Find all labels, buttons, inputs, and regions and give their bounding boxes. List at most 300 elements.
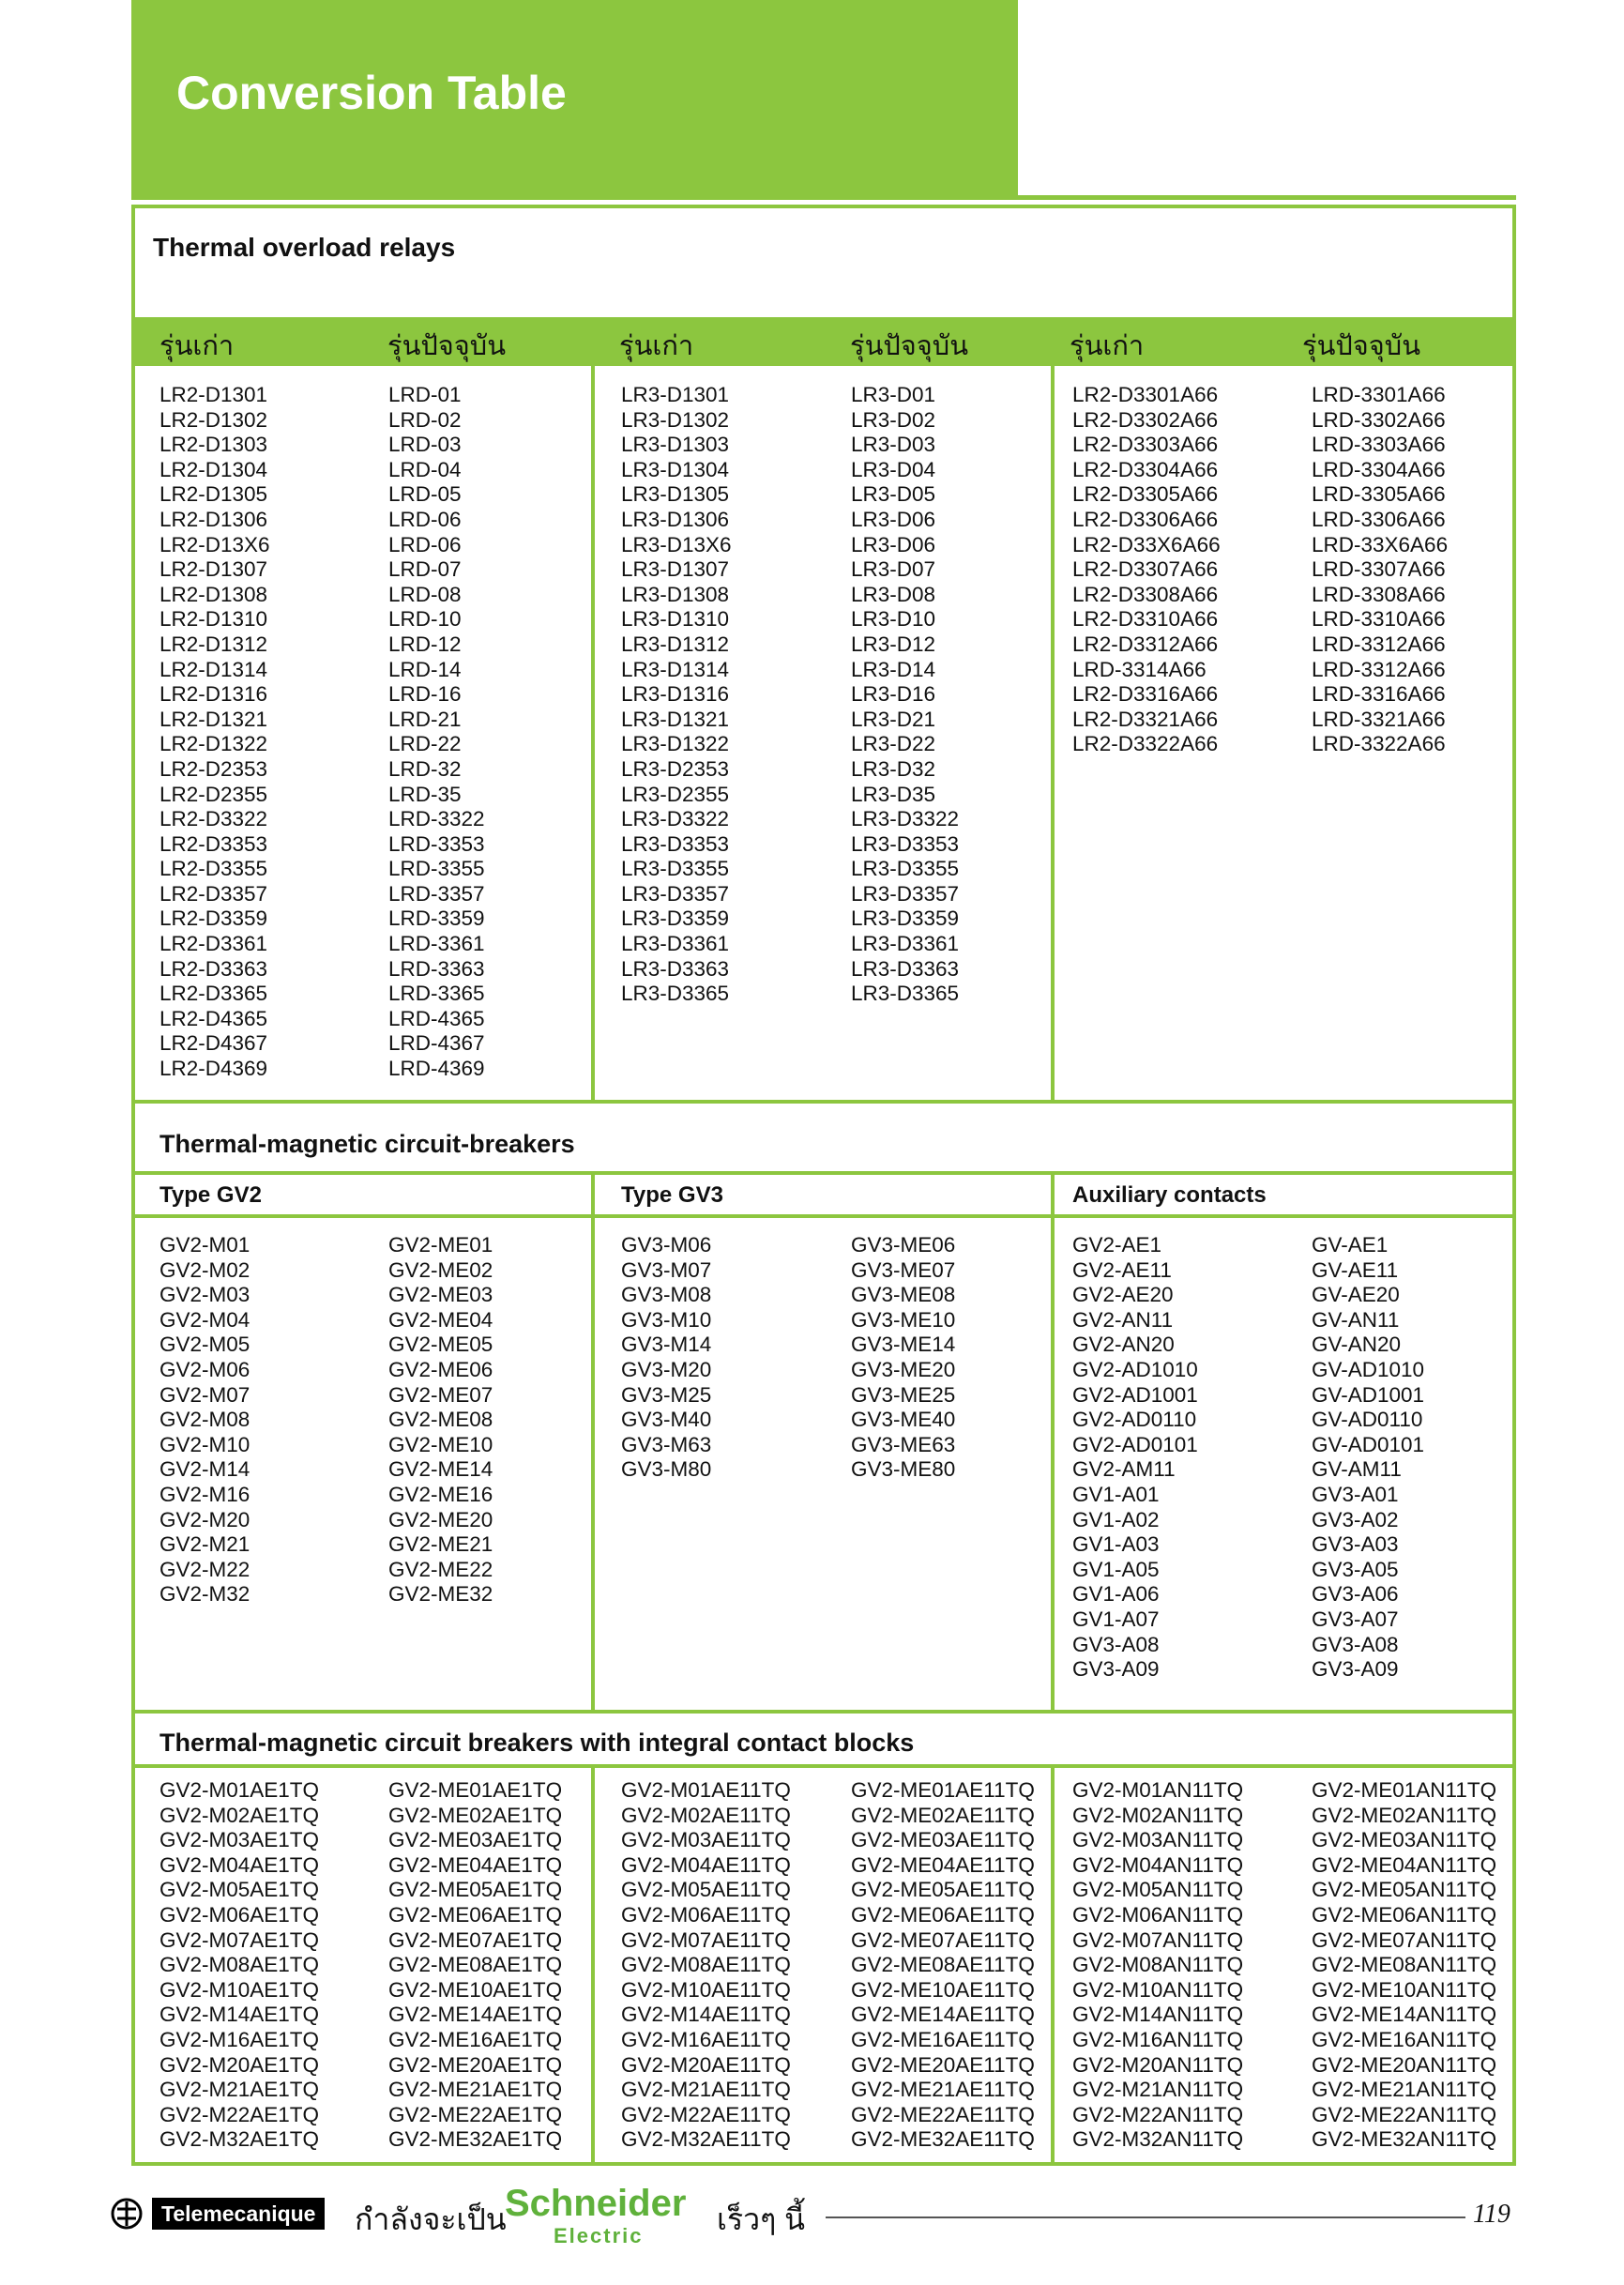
model-number: LR3-D3357 — [621, 881, 730, 906]
model-number: GV2-M16AE11TQ — [621, 2027, 791, 2051]
model-number: LR3-D3357 — [851, 881, 960, 906]
model-number: LR2-D3310A66 — [1072, 607, 1219, 632]
model-number: GV2-M21AN11TQ — [1072, 2078, 1244, 2102]
model-number: GV3-A01 — [1312, 1482, 1399, 1506]
model-number: LR3-D3322 — [851, 807, 960, 831]
model-number: GV3-A06 — [1312, 1582, 1399, 1607]
model-number: GV2-ME10AN11TQ — [1312, 1977, 1497, 2002]
model-number: LR3-D3363 — [621, 956, 730, 981]
model-number: GV3-ME25 — [851, 1382, 956, 1407]
model-number: LRD-3321A66 — [1312, 707, 1446, 731]
model-number: GV2-M21 — [159, 1532, 250, 1557]
model-number: LRD-3355 — [388, 857, 485, 881]
model-number: GV3-M07 — [621, 1257, 712, 1282]
model-number: GV3-A09 — [1312, 1657, 1399, 1682]
model-number: GV2-M07AN11TQ — [1072, 1927, 1244, 1952]
model-number: GV3-ME80 — [851, 1457, 956, 1482]
model-number: GV2-M03AN11TQ — [1072, 1828, 1244, 1852]
model-number: GV2-ME05 — [388, 1333, 493, 1357]
integral-list — [851, 1778, 1035, 2153]
model-number: GV2-AE1 — [1072, 1233, 1162, 1257]
model-number: LRD-05 — [388, 482, 462, 507]
model-number: GV2-ME16AE11TQ — [851, 2027, 1035, 2051]
column-divider — [1051, 1766, 1055, 2164]
model-number: LR2-D4369 — [159, 1057, 268, 1081]
model-number: GV2-M14AE1TQ — [159, 2003, 320, 2027]
thermal-relays-title: Thermal overload relays — [153, 233, 456, 262]
old-model-header-1: รุ่นเก่า — [159, 331, 235, 361]
model-number: GV2-ME03 — [388, 1283, 493, 1307]
model-number: LR2-D1302 — [159, 407, 268, 432]
model-number: GV2-M16AN11TQ — [1072, 2027, 1244, 2051]
model-number: GV2-M04AE11TQ — [621, 1852, 791, 1877]
model-number: GV2-AD0110 — [1072, 1408, 1197, 1432]
model-number: LR2-D1306 — [159, 507, 268, 531]
section-divider — [131, 1214, 1516, 1218]
model-number: LRD-01 — [388, 383, 462, 406]
old-model-header-2: รุ่นเก่า — [619, 331, 694, 361]
model-number: LR2-D33X6A66 — [1072, 532, 1221, 556]
model-number: GV3-M08 — [621, 1283, 712, 1307]
model-number: GV2-AE11 — [1072, 1257, 1172, 1282]
model-number: GV2-ME14AN11TQ — [1312, 2003, 1497, 2027]
model-number: LRD-02 — [388, 407, 462, 432]
model-number: LR3-D05 — [851, 482, 936, 507]
model-number: GV2-M20AN11TQ — [1072, 2052, 1244, 2077]
model-number: LR3-D08 — [851, 582, 936, 606]
model-number: GV2-M05 — [159, 1333, 250, 1357]
model-number: LR2-D3306A66 — [1072, 507, 1219, 531]
breaker-list — [388, 1233, 493, 1607]
model-number: LR2-D3312A66 — [1072, 632, 1219, 656]
model-number: LRD-08 — [388, 582, 462, 606]
model-number: GV2-M08 — [159, 1408, 250, 1432]
model-number: GV2-M01AN11TQ — [1072, 1778, 1244, 1802]
model-number: GV2-M01AE11TQ — [621, 1778, 791, 1802]
model-number: LR3-D3322 — [621, 807, 730, 831]
model-number: LR3-D3353 — [851, 831, 960, 856]
model-number: GV2-ME05AE1TQ — [388, 1878, 563, 1902]
model-number: LR3-D1322 — [621, 732, 730, 756]
model-number: LR2-D3302A66 — [1072, 407, 1219, 432]
model-number: LR3-D1307 — [621, 557, 730, 582]
model-number: GV2-M20 — [159, 1507, 250, 1531]
model-number: GV3-ME06 — [851, 1233, 956, 1257]
model-number: LRD-14 — [388, 657, 462, 681]
model-number: GV-AD1001 — [1312, 1382, 1425, 1407]
model-number: LR2-D13X6 — [159, 532, 270, 556]
globe-logo-icon — [111, 2198, 143, 2230]
model-number: GV2-ME10AE1TQ — [388, 1977, 563, 2002]
model-number: GV2-M16 — [159, 1482, 250, 1506]
model-number: GV2-ME32AE11TQ — [851, 2127, 1035, 2152]
section-divider — [131, 1710, 1516, 1714]
model-number: LR2-D3363 — [159, 956, 268, 981]
model-number: LRD-3305A66 — [1312, 482, 1446, 507]
model-number: GV2-M02AE1TQ — [159, 1803, 320, 1827]
model-number: LR3-D3359 — [851, 906, 960, 931]
model-number: GV3-M80 — [621, 1457, 712, 1482]
model-number: LRD-3306A66 — [1312, 507, 1446, 531]
model-number: GV3-A07 — [1312, 1607, 1399, 1631]
model-number: LR2-D3316A66 — [1072, 682, 1219, 707]
model-number: GV2-M14 — [159, 1457, 250, 1482]
model-number: GV2-ME03AE11TQ — [851, 1828, 1035, 1852]
title-banner — [131, 0, 1018, 195]
model-number: GV2-M20AE1TQ — [159, 2052, 320, 2077]
model-number: LR3-D3365 — [851, 982, 960, 1006]
model-number: LRD-16 — [388, 682, 462, 707]
model-number: LR3-D21 — [851, 707, 936, 731]
model-number: LR2-D3301A66 — [1072, 383, 1219, 406]
integral-list — [388, 1778, 562, 2153]
breaker-list — [159, 1233, 250, 1607]
model-number: GV2-M14AN11TQ — [1072, 2003, 1244, 2027]
integral-list — [1072, 1778, 1243, 2153]
model-number: LRD-3357 — [388, 881, 485, 906]
model-number: LR3-D01 — [851, 383, 936, 406]
model-number: GV2-M10AE1TQ — [159, 1977, 320, 2002]
model-number: GV2-ME07 — [388, 1382, 493, 1407]
model-number: GV1-A05 — [1072, 1557, 1160, 1581]
model-number: GV2-M04 — [159, 1307, 250, 1332]
model-number: GV2-M22AE1TQ — [159, 2102, 320, 2126]
model-number: GV2-ME20 — [388, 1507, 493, 1531]
model-number: GV2-ME20AE1TQ — [388, 2052, 563, 2077]
telemecanique-logo: Telemecanique — [152, 2198, 325, 2230]
model-number: LRD-3312A66 — [1312, 632, 1446, 656]
breaker-list — [1312, 1233, 1424, 1683]
model-number: LR3-D3365 — [621, 982, 730, 1006]
model-number: LR3-D06 — [851, 507, 936, 531]
model-number: LRD-12 — [388, 632, 462, 656]
model-number: LR2-D4367 — [159, 1031, 268, 1056]
model-number: LRD-3365 — [388, 982, 485, 1006]
model-number: LRD-07 — [388, 557, 462, 582]
model-number: LRD-3353 — [388, 831, 485, 856]
model-number: GV2-ME04AE11TQ — [851, 1852, 1035, 1877]
model-number: GV2-ME22AE1TQ — [388, 2102, 563, 2126]
model-number: LR2-D3353 — [159, 831, 268, 856]
column-divider — [591, 1173, 595, 1712]
model-number: GV2-AD0101 — [1072, 1432, 1198, 1456]
model-number: GV-AE11 — [1312, 1257, 1399, 1282]
model-number: GV2-ME16AE1TQ — [388, 2027, 563, 2051]
model-number: GV2-ME02AE1TQ — [388, 1803, 563, 1827]
model-number: GV2-ME21 — [388, 1532, 493, 1557]
model-number: GV3-ME63 — [851, 1432, 956, 1456]
model-number: GV3-M25 — [621, 1382, 712, 1407]
model-number: LR3-D1305 — [621, 482, 730, 507]
integral-list — [1312, 1778, 1496, 2153]
model-number: GV2-ME21AE11TQ — [851, 2078, 1035, 2102]
model-number: GV3-A08 — [1072, 1632, 1160, 1656]
model-number: LRD-3310A66 — [1312, 607, 1446, 632]
model-number: LR3-D1301 — [621, 383, 730, 406]
model-number: GV2-ME07AN11TQ — [1312, 1927, 1497, 1952]
model-number: GV2-ME02AE11TQ — [851, 1803, 1035, 1827]
model-number: GV2-AE20 — [1072, 1283, 1174, 1307]
old-model-header-3: รุ่นเก่า — [1070, 331, 1145, 361]
model-number: GV-AD1010 — [1312, 1357, 1425, 1381]
column-divider — [591, 1766, 595, 2164]
model-number: GV2-AM11 — [1072, 1457, 1176, 1482]
model-number: LR3-D22 — [851, 732, 936, 756]
model-number: GV2-ME04 — [388, 1307, 493, 1332]
model-number: GV3-A09 — [1072, 1657, 1160, 1682]
model-number: GV3-A03 — [1312, 1532, 1399, 1557]
model-number: GV2-M14AE11TQ — [621, 2003, 791, 2027]
model-number: LRD-3302A66 — [1312, 407, 1446, 432]
model-number: GV2-M02AN11TQ — [1072, 1803, 1244, 1827]
model-number: GV2-ME03AN11TQ — [1312, 1828, 1497, 1852]
model-number: LR3-D3363 — [851, 956, 960, 981]
model-number: LR2-D3321A66 — [1072, 707, 1219, 731]
model-number: LR3-D13X6 — [621, 532, 732, 556]
model-number: GV2-ME06 — [388, 1357, 493, 1381]
footer-rule — [826, 2216, 1465, 2218]
model-number: GV3-M10 — [621, 1307, 712, 1332]
model-number: LR3-D1321 — [621, 707, 730, 731]
relay-list — [1312, 383, 1448, 757]
model-number: GV2-M02AE11TQ — [621, 1803, 791, 1827]
model-number: LR3-D3361 — [621, 932, 730, 956]
model-number: LRD-3303A66 — [1312, 433, 1446, 457]
model-number: GV2-ME16AN11TQ — [1312, 2027, 1497, 2051]
model-number: LRD-3314A66 — [1072, 657, 1207, 681]
current-model-header-1: รุ่นปัจจุบัน — [387, 331, 507, 361]
model-number: LRD-10 — [388, 607, 462, 632]
model-number: LR2-D1301 — [159, 383, 268, 406]
model-number: GV2-M08AE11TQ — [621, 1953, 791, 1977]
model-number: GV2-M21AE1TQ — [159, 2078, 320, 2102]
model-number: LRD-3322 — [388, 807, 485, 831]
model-number: GV-AD0110 — [1312, 1408, 1423, 1432]
model-number: LRD-3363 — [388, 956, 485, 981]
relay-list — [388, 383, 485, 1082]
model-number: LR2-D1316 — [159, 682, 268, 707]
relay-list — [159, 383, 270, 1082]
model-number: GV2-M32AN11TQ — [1072, 2127, 1244, 2152]
model-number: LR2-D2355 — [159, 782, 268, 806]
model-number: GV2-M01AE1TQ — [159, 1778, 320, 1802]
model-number: GV2-M02 — [159, 1257, 250, 1282]
model-number: LRD-03 — [388, 433, 462, 457]
model-number: GV2-ME21AN11TQ — [1312, 2078, 1497, 2102]
model-number: GV2-ME06AE11TQ — [851, 1902, 1035, 1927]
model-number: GV2-ME14AE1TQ — [388, 2003, 563, 2027]
model-number: LR3-D12 — [851, 632, 936, 656]
model-number: GV3-M20 — [621, 1357, 712, 1381]
model-number: GV2-AN11 — [1072, 1307, 1174, 1332]
model-number: GV1-A07 — [1072, 1607, 1160, 1631]
model-number: LRD-35 — [388, 782, 462, 806]
model-number: GV3-M40 — [621, 1408, 712, 1432]
model-number: GV2-M32AE11TQ — [621, 2127, 791, 2152]
model-number: GV2-ME32AE1TQ — [388, 2127, 563, 2152]
model-number: LR2-D3365 — [159, 982, 268, 1006]
model-number: GV2-ME08AE1TQ — [388, 1953, 563, 1977]
model-number: LRD-3359 — [388, 906, 485, 931]
breaker-list — [1072, 1233, 1198, 1683]
model-number: GV2-ME14 — [388, 1457, 493, 1482]
model-number: GV2-ME14AE11TQ — [851, 2003, 1035, 2027]
model-number: GV3-ME20 — [851, 1357, 956, 1381]
model-number: GV2-M05AE11TQ — [621, 1878, 791, 1902]
section-divider — [131, 1764, 1516, 1768]
schneider-logo: Schneider — [505, 2183, 687, 2224]
model-number: GV2-M21AE11TQ — [621, 2078, 791, 2102]
model-number: LR3-D1312 — [621, 632, 730, 656]
model-number: GV2-ME01AN11TQ — [1312, 1778, 1497, 1802]
model-number: GV2-ME01 — [388, 1233, 493, 1257]
auxiliary-contacts-header: Auxiliary contacts — [1072, 1182, 1267, 1208]
model-number: LRD-4365 — [388, 1006, 485, 1030]
model-number: GV2-M10 — [159, 1432, 250, 1456]
model-number: LR3-D1306 — [621, 507, 730, 531]
model-number: LR3-D2353 — [621, 756, 730, 781]
model-number: LR3-D3355 — [621, 857, 730, 881]
model-number: GV2-M07AE11TQ — [621, 1927, 791, 1952]
model-number: LRD-3322A66 — [1312, 732, 1446, 756]
model-number: GV2-AD1001 — [1072, 1382, 1198, 1407]
model-number: GV2-AN20 — [1072, 1333, 1175, 1357]
model-number: GV3-A02 — [1312, 1507, 1399, 1531]
model-number: LR2-D1310 — [159, 607, 268, 632]
model-number: LRD-3312A66 — [1312, 657, 1446, 681]
model-number: GV3-ME08 — [851, 1283, 956, 1307]
model-number: GV2-M07 — [159, 1382, 250, 1407]
column-divider — [1051, 317, 1055, 1102]
model-number: GV-AD0101 — [1312, 1432, 1425, 1456]
model-number: GV2-ME05AE11TQ — [851, 1878, 1035, 1902]
model-number: LR3-D07 — [851, 557, 936, 582]
model-number: LRD-3308A66 — [1312, 582, 1446, 606]
model-number: GV2-M06AN11TQ — [1072, 1902, 1244, 1927]
model-number: GV1-A03 — [1072, 1532, 1160, 1557]
model-number: GV2-ME21AE1TQ — [388, 2078, 563, 2102]
breaker-list — [851, 1233, 955, 1483]
model-number: GV-AM11 — [1312, 1457, 1402, 1482]
model-number: GV2-ME22AN11TQ — [1312, 2102, 1497, 2126]
footer-text-soon: เร็วๆ นี้ — [717, 2202, 806, 2236]
model-number: LRD-06 — [388, 532, 462, 556]
model-number: GV2-AD1010 — [1072, 1357, 1198, 1381]
model-number: GV1-A01 — [1072, 1482, 1160, 1506]
model-number: GV2-M22 — [159, 1557, 250, 1581]
model-number: GV3-A08 — [1312, 1632, 1399, 1656]
model-number: GV2-ME03AE1TQ — [388, 1828, 563, 1852]
model-number: GV2-ME32AN11TQ — [1312, 2127, 1497, 2152]
model-number: LR3-D1302 — [621, 407, 730, 432]
column-divider — [591, 317, 595, 1102]
model-number: GV2-M05AE1TQ — [159, 1878, 320, 1902]
table-frame — [131, 205, 1516, 2166]
model-number: LR2-D1305 — [159, 482, 268, 507]
model-number: LR2-D3307A66 — [1072, 557, 1219, 582]
model-number: LR3-D10 — [851, 607, 936, 632]
model-number: LRD-22 — [388, 732, 462, 756]
model-number: GV2-ME04AN11TQ — [1312, 1852, 1497, 1877]
model-number: LR2-D2353 — [159, 756, 268, 781]
model-number: LR3-D3361 — [851, 932, 960, 956]
model-number: LR2-D1307 — [159, 557, 268, 582]
model-number: GV1-A02 — [1072, 1507, 1160, 1531]
model-number: LR3-D03 — [851, 433, 936, 457]
model-number: GV2-M20AE11TQ — [621, 2052, 791, 2077]
model-number: GV2-M07AE1TQ — [159, 1927, 320, 1952]
breaker-list — [621, 1233, 711, 1483]
model-number: GV3-M14 — [621, 1333, 712, 1357]
model-number: GV2-M03AE1TQ — [159, 1828, 320, 1852]
model-number: GV2-M22AE11TQ — [621, 2102, 791, 2126]
relay-list — [621, 383, 732, 1007]
model-number: LR2-D1303 — [159, 433, 268, 457]
model-number: GV3-ME10 — [851, 1307, 956, 1332]
model-number: GV2-M04AE1TQ — [159, 1852, 320, 1877]
model-number: GV2-ME07AE1TQ — [388, 1927, 563, 1952]
model-number: GV2-ME06AN11TQ — [1312, 1902, 1497, 1927]
current-model-header-3: รุ่นปัจจุบัน — [1302, 331, 1421, 361]
model-number: LRD-06 — [388, 507, 462, 531]
model-number: GV2-M22AN11TQ — [1072, 2102, 1244, 2126]
integral-list — [621, 1778, 791, 2153]
model-number: LR2-D1322 — [159, 732, 268, 756]
current-model-header-2: รุ่นปัจจุบัน — [850, 331, 969, 361]
column-divider — [1051, 1173, 1055, 1712]
model-number: GV2-M10AN11TQ — [1072, 1977, 1244, 2002]
integral-list — [159, 1778, 319, 2153]
model-number: GV2-ME06AE1TQ — [388, 1902, 563, 1927]
electric-logo-text: Electric — [554, 2224, 644, 2247]
model-number: LR3-D3359 — [621, 906, 730, 931]
model-number: GV2-ME16 — [388, 1482, 493, 1506]
model-number: GV2-M08AE1TQ — [159, 1953, 320, 1977]
model-number: LR3-D06 — [851, 532, 936, 556]
model-number: LRD-33X6A66 — [1312, 532, 1449, 556]
model-number: LR2-D4365 — [159, 1006, 268, 1030]
model-number: LRD-3316A66 — [1312, 682, 1446, 707]
model-number: GV3-ME40 — [851, 1408, 956, 1432]
model-number: GV-AE1 — [1312, 1233, 1389, 1257]
model-number: LR3-D14 — [851, 657, 936, 681]
model-number: LR2-D3308A66 — [1072, 582, 1219, 606]
model-number: LR3-D1304 — [621, 457, 730, 481]
model-number: LR3-D3355 — [851, 857, 960, 881]
model-number: GV2-M32AE1TQ — [159, 2127, 320, 2152]
relay-list — [851, 383, 959, 1007]
model-number: LR3-D32 — [851, 756, 936, 781]
model-number: GV2-ME22AE11TQ — [851, 2102, 1035, 2126]
breakers-title: Thermal-magnetic circuit-breakers — [159, 1130, 575, 1158]
model-number: LRD-04 — [388, 457, 462, 481]
model-number: GV2-M10AE11TQ — [621, 1977, 791, 2002]
model-number: LR3-D1308 — [621, 582, 730, 606]
model-number: GV2-ME10AE11TQ — [851, 1977, 1035, 2002]
model-number: GV2-ME01AE11TQ — [851, 1778, 1035, 1802]
footer-text-becoming: กำลังจะเป็น — [355, 2202, 507, 2236]
model-number: LR2-D3357 — [159, 881, 268, 906]
model-number: GV1-A06 — [1072, 1582, 1160, 1607]
type-gv3-header: Type GV3 — [621, 1182, 723, 1208]
integral-title: Thermal-magnetic circuit breakers with integral contact blocks — [159, 1729, 915, 1757]
model-number: GV2-ME20AN11TQ — [1312, 2052, 1497, 2077]
model-number: LRD-3361 — [388, 932, 485, 956]
model-number: LR2-D3322 — [159, 807, 268, 831]
model-number: LR2-D3304A66 — [1072, 457, 1219, 481]
header-rule — [131, 195, 1516, 200]
model-number: LR3-D16 — [851, 682, 936, 707]
